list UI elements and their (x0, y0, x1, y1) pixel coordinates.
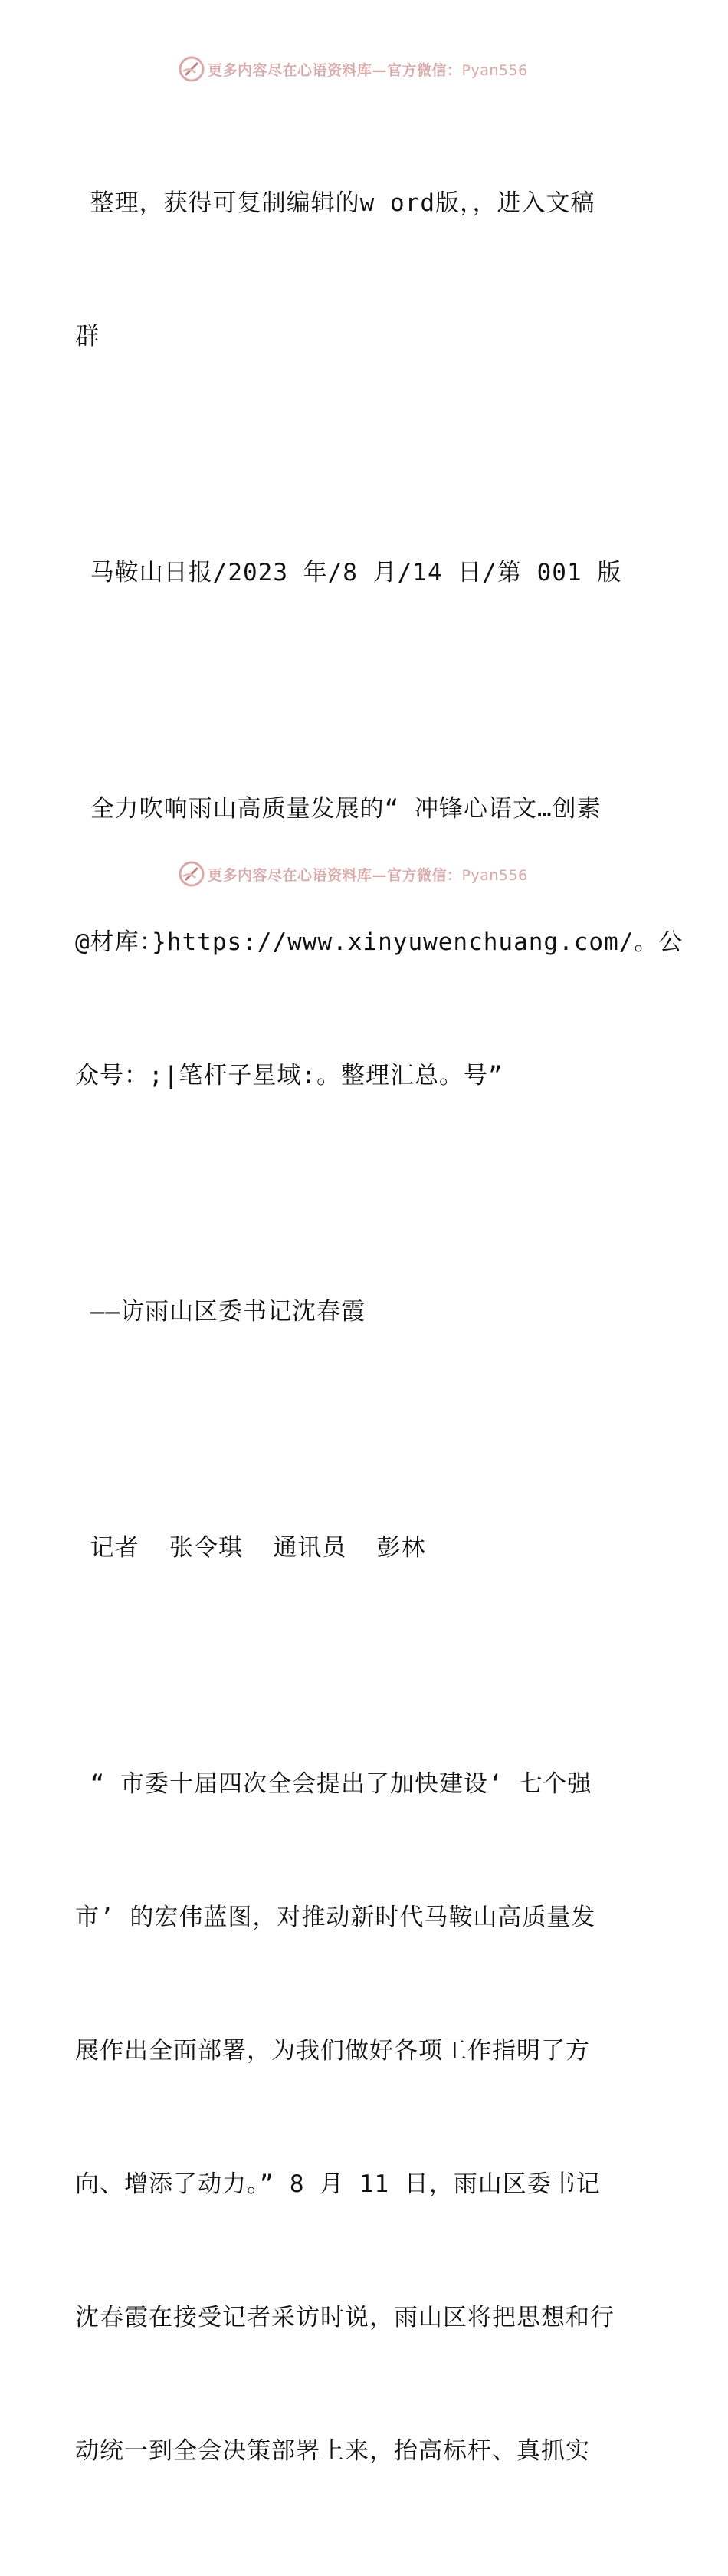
text-line: 马鞍山日报/2023 年/8 月/14 日/第 001 版 (75, 559, 622, 586)
watermark-text (208, 59, 528, 80)
quill-ribbon-icon (179, 861, 205, 887)
text-line: ——访雨山区委书记沈春霞 (75, 1298, 366, 1326)
watermark-label: 更多内容尽在心语资料库—官方微信： (208, 866, 462, 884)
text-line: 整理，获得可复制编辑的w ord版，，进入文稿 (75, 189, 595, 217)
footer-watermark (179, 860, 577, 888)
text-line: 展作出全面部署，为我们做好各项工作指明了方 (75, 2037, 590, 2065)
paragraph-subtitle (75, 1201, 657, 1423)
watermark-label: 更多内容尽在心语资料库—官方微信： (208, 61, 462, 79)
text-line: 动统一到全会决策部署上来，抬高标杆、真抓实 (75, 2437, 590, 2465)
quill-ribbon-icon (179, 56, 205, 82)
watermark-wechat-id: Pyan556 (461, 866, 528, 884)
document-body (75, 92, 684, 2576)
text-line: 沈春霞在接受记者采访时说，雨山区将把思想和行 (75, 2304, 615, 2331)
text-line: @材库：}https://www.xinyuwenchuang.com/。公 (75, 928, 684, 956)
text-line: 众号：;|笔杆子星域:。整理汇总。号” (75, 1062, 503, 1089)
text-line: 群 (75, 323, 100, 350)
paragraph-intro (75, 92, 657, 448)
paragraph-headline (75, 698, 684, 1187)
text-line: 记者 张令琪 通讯员 彭林 (75, 1534, 426, 1562)
header-watermark (179, 55, 577, 83)
watermark-text (208, 864, 528, 885)
text-line: “ 市委十届四次全会提出了加快建设‘ 七个强 (75, 1770, 592, 1798)
watermark-wechat-id: Pyan556 (461, 61, 528, 79)
paragraph-source (75, 462, 657, 684)
text-line: 市’ 的宏伟蓝图，对推动新时代马鞍山高质量发 (75, 1904, 596, 1931)
text-line: 全力吹响雨山高质量发展的“ 冲锋心语文…创素 (75, 795, 602, 823)
text-line: 向、增添了动力。” 8 月 11 日，雨山区委书记 (75, 2170, 601, 2198)
paragraph-byline (75, 1437, 657, 1659)
paragraph-body (75, 1673, 657, 2562)
